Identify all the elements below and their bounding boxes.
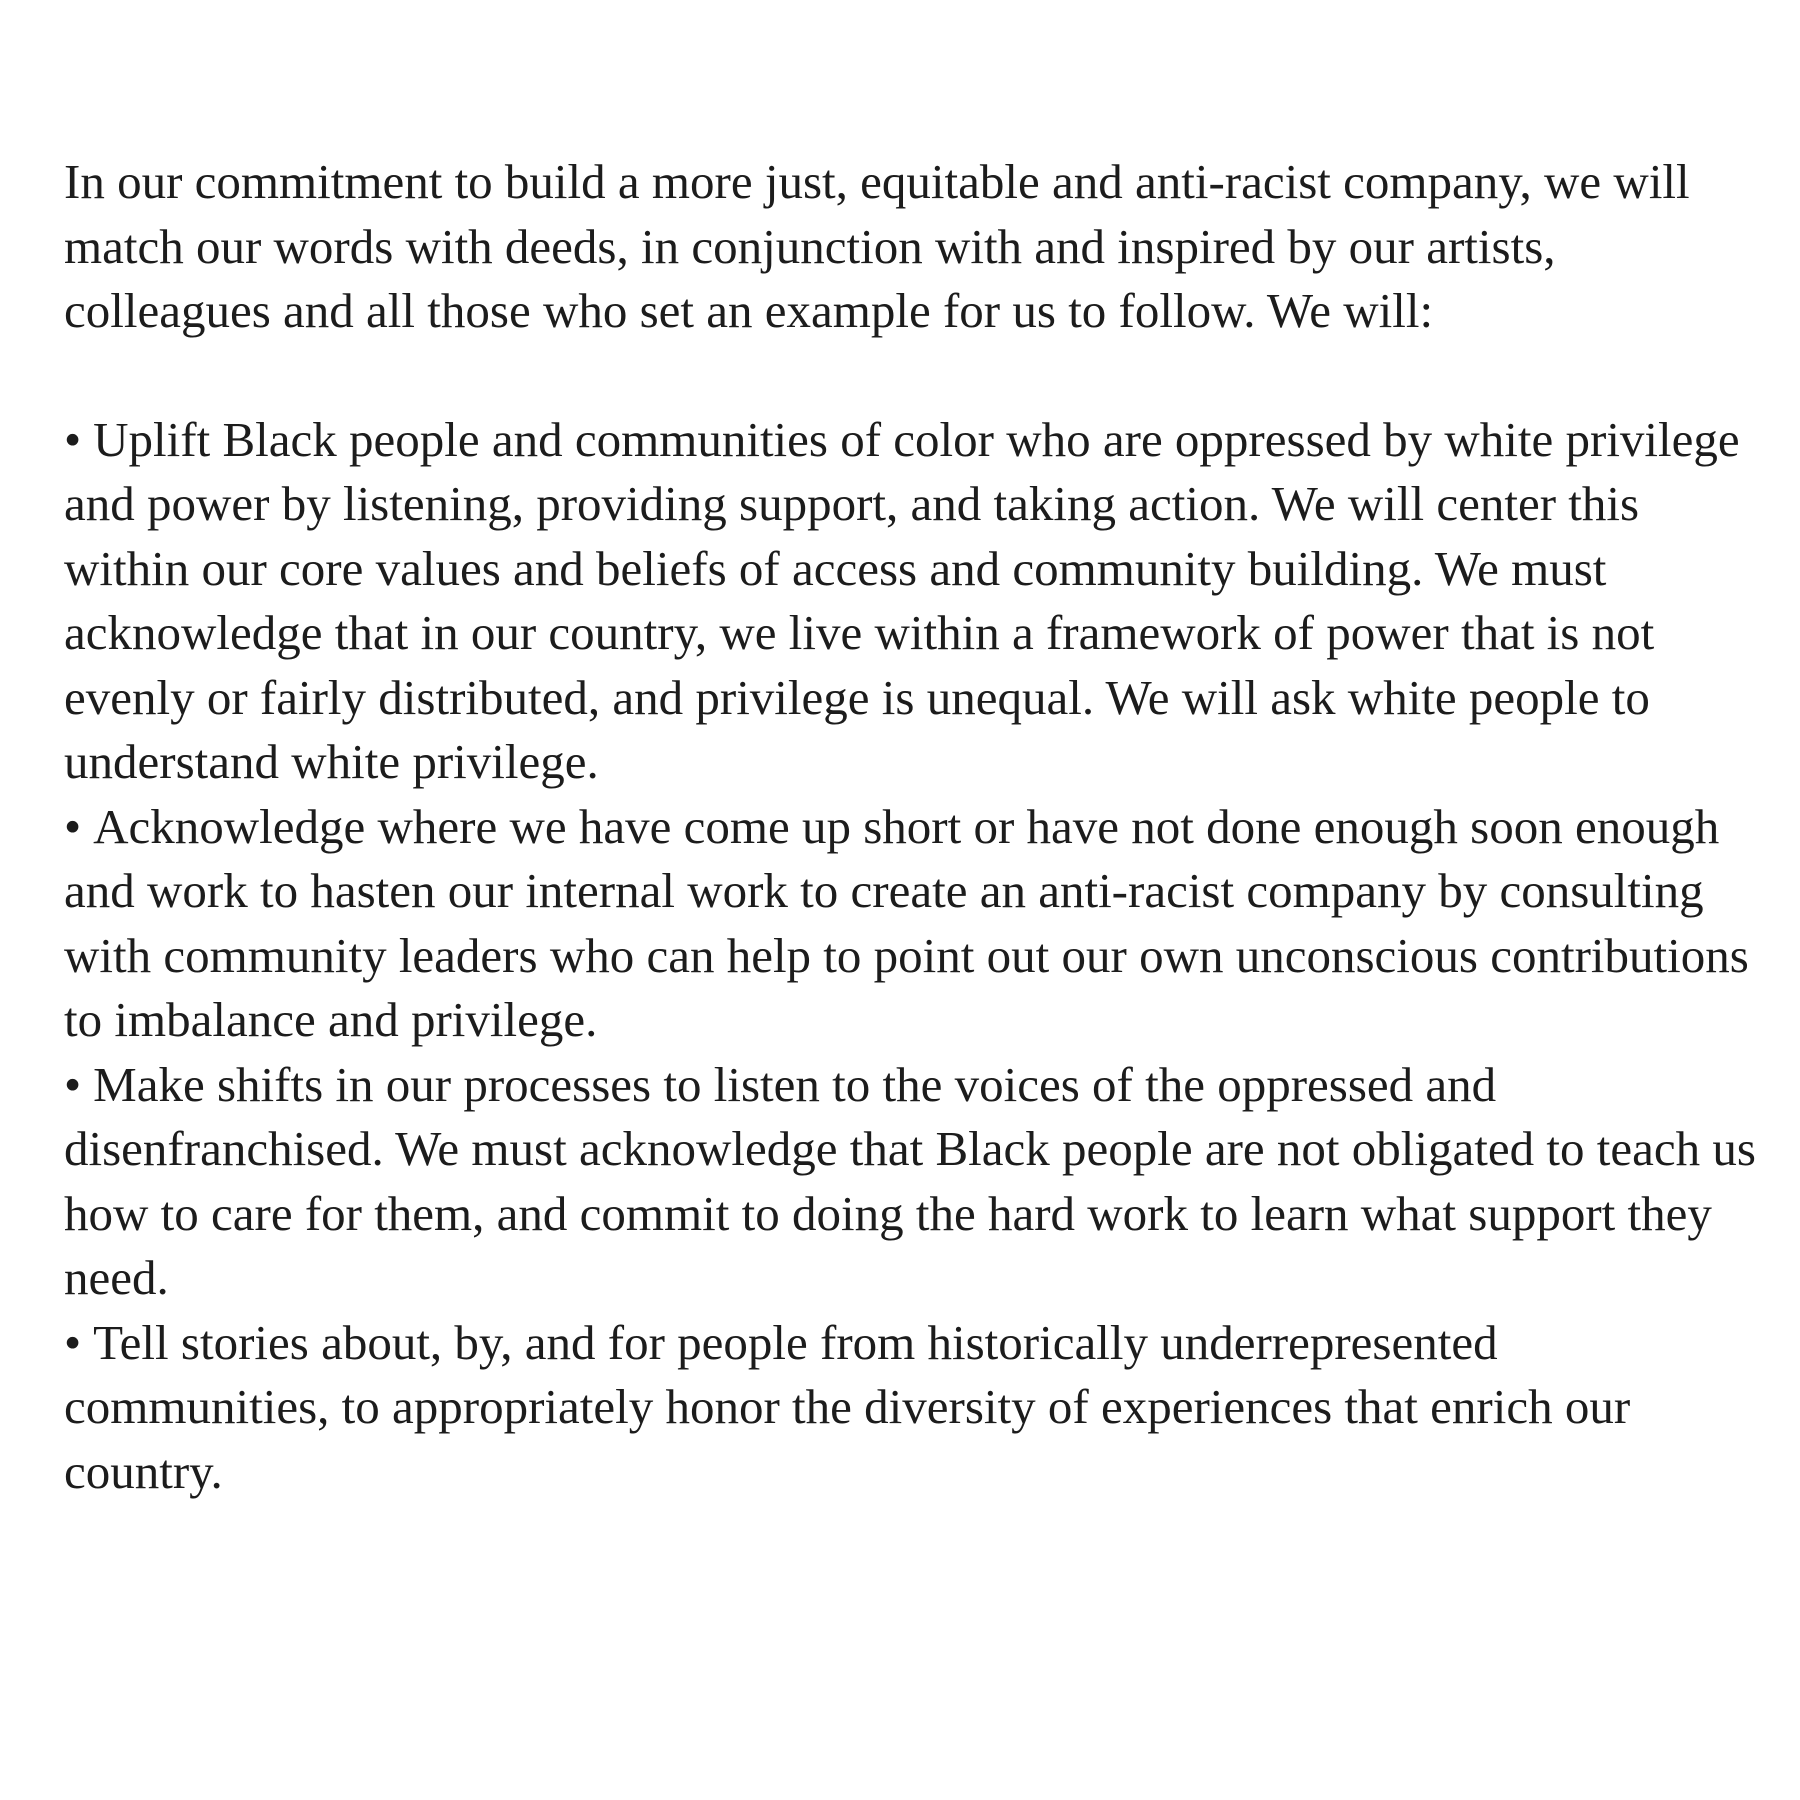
commitment-text: Uplift Black people and communities of color who are oppressed by white privilege and power by listening, providing support, and taking action. We will center this within our core values and beliefs of access and community building. We must acknowledge that in our country, we live within a framework of power that is not evenly or fairly distributed, and privilege is unequal. We will ask white people to understand white privilege. <box>64 411 1740 789</box>
commitment-item-1 <box>64 408 1764 795</box>
intro-paragraph: In our commitment to build a more just, equitable and anti-racist company, we will match our words with deeds, in conjunction with and inspired by our artists, colleagues and all those who set an example for us to follow. We will: <box>64 154 1690 338</box>
commitments-list <box>64 408 1764 1505</box>
bullet-icon: • <box>64 798 82 854</box>
commitment-item-3 <box>64 1053 1764 1311</box>
bullet-icon: • <box>64 411 82 467</box>
bullet-icon: • <box>64 1056 82 1112</box>
commitment-item-2 <box>64 795 1764 1053</box>
commitment-text: Make shifts in our processes to listen to the voices of the oppressed and disenfranchised. We must acknowledge that Black people are not obligated to teach us how to care for them, and commit to doing the hard work to learn what support they need. <box>64 1056 1756 1305</box>
commitment-item-4 <box>64 1311 1764 1505</box>
statement-text-block <box>64 150 1764 1504</box>
commitment-text: Acknowledge where we have come up short or have not done enough soon enough and work to hasten our internal work to create an anti-racist company by consulting with community leaders who can help to point out our own unconscious contributions to imbalance and privilege. <box>64 798 1749 1047</box>
commitment-text: Tell stories about, by, and for people from historically underrepresented communities, to appropriately honor the diversity of experiences that enrich our country. <box>64 1314 1631 1499</box>
bullet-icon: • <box>64 1314 82 1370</box>
